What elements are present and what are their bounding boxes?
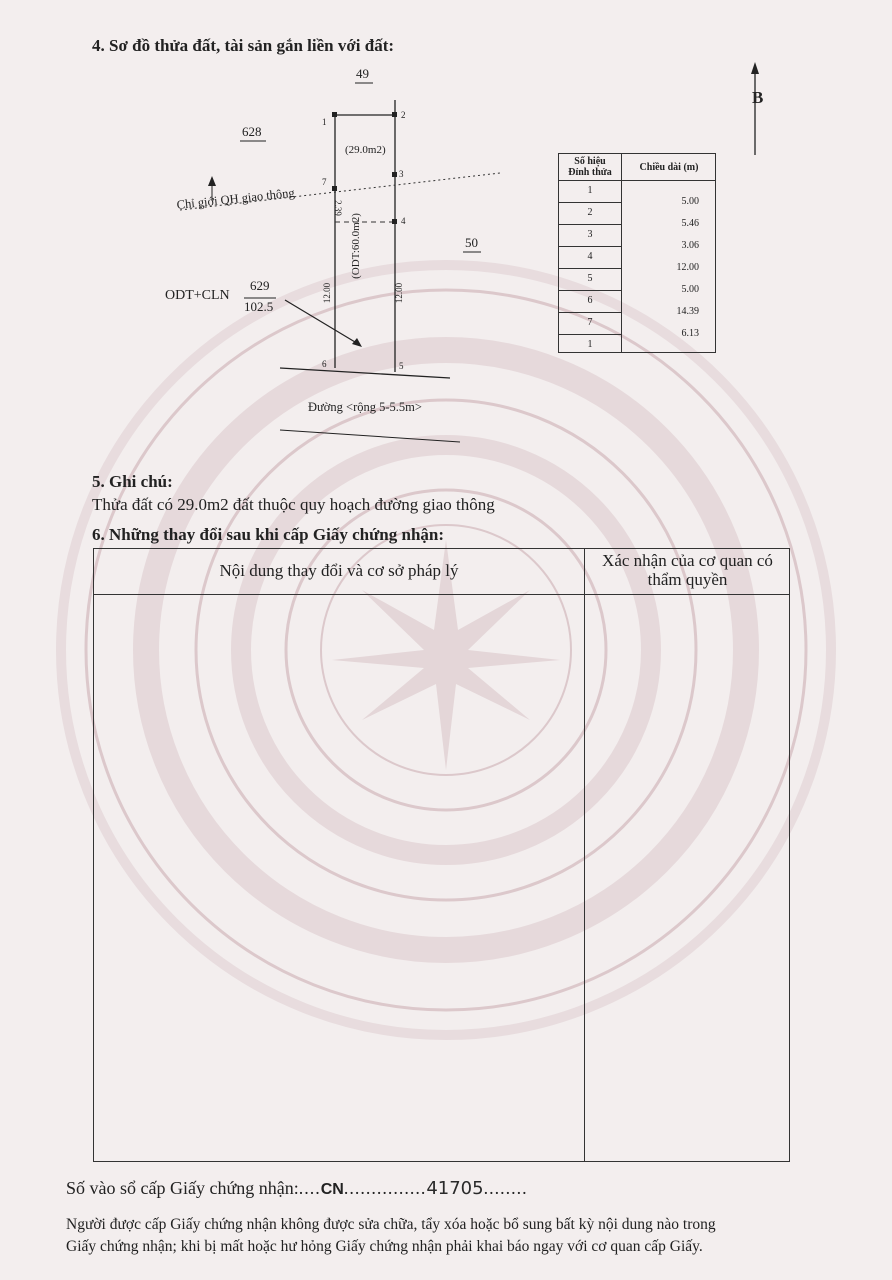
vertex-label-1: 1 <box>322 117 327 127</box>
table-point-5: 5 <box>587 273 593 284</box>
table-point-4: 4 <box>587 251 593 262</box>
table-point-1: 1 <box>587 185 593 196</box>
parcel-49-label: 49 <box>356 66 369 81</box>
table-point-2: 2 <box>587 207 593 218</box>
changes-confirmation-cell <box>586 595 789 1161</box>
vertex-label-6: 6 <box>322 359 327 369</box>
dim-right-12: 12.00 <box>394 282 405 304</box>
table-point-7: 7 <box>587 317 593 328</box>
register-number: 41705 <box>426 1178 484 1199</box>
vertex-marker-2 <box>392 112 397 117</box>
parcel-area: 102.5 <box>244 299 274 314</box>
road-label: Đường <rộng 5-5.5m> <box>308 400 422 414</box>
footer-line-1: Người được cấp Giấy chứng nhận không được sửa chữa, tẩy xóa hoặc bổ sung bất kỳ nội dung nào trong <box>66 1216 716 1233</box>
vertex-marker-4 <box>392 219 397 224</box>
table-length-6: 14.39 <box>676 306 699 317</box>
changes-col-content: Nội dung thay đổi và cơ sở pháp lý <box>219 561 459 580</box>
vertex-marker-1 <box>332 112 337 117</box>
road-edge-far <box>280 430 460 442</box>
road-edge <box>280 368 450 378</box>
vertex-label-5: 5 <box>399 361 404 371</box>
section-6-title: 6. Những thay đổi sau khi cấp Giấy chứng nhận: <box>92 525 445 544</box>
parcel-number: 629 <box>250 278 270 293</box>
road-area-label: (29.0m2) <box>345 144 386 156</box>
dim-2-39: 2.39 <box>332 200 343 216</box>
footer-line-2: Giấy chứng nhận; khi bị mất hoặc hư hỏng Giấy chứng nhận phải khai báo ngay với cơ quan cấp Giấy. <box>66 1238 703 1255</box>
vertex-label-3: 3 <box>399 169 404 179</box>
register-label: Số vào sổ cấp Giấy chứng nhận: <box>66 1178 299 1198</box>
vertex-length-table <box>558 153 716 353</box>
table-length-4: 12.00 <box>676 262 699 273</box>
vertex-marker-3 <box>392 172 397 177</box>
leader-line <box>285 300 360 345</box>
main-area-label: (ODT:60.0m2) <box>350 213 362 279</box>
vertex-label-2: 2 <box>401 110 406 120</box>
table-header-length: Chiều dài (m) <box>639 162 699 173</box>
changes-content-cell <box>94 595 584 1161</box>
north-label: B <box>752 88 764 107</box>
planning-boundary-label: Chỉ giới QH giao thông <box>176 185 296 212</box>
plot-sketch <box>0 0 892 470</box>
changes-table <box>93 548 790 1162</box>
parcel-50-label: 50 <box>465 235 478 250</box>
register-prefix: CN <box>320 1181 344 1198</box>
table-length-1: 5.00 <box>681 196 699 207</box>
leader-arrow-head <box>352 338 362 347</box>
landuse-label: ODT+CLN <box>165 288 230 303</box>
table-length-7: 6.13 <box>681 328 699 339</box>
parcel-628-label: 628 <box>242 124 262 139</box>
section-4-title: 4. Sơ đồ thửa đất, tài sản gắn liền với đất: <box>92 36 395 55</box>
table-length-3: 3.06 <box>681 240 699 251</box>
table-length-2: 5.46 <box>681 218 699 229</box>
vertex-label-7: 7 <box>322 177 327 187</box>
vertex-label-4: 4 <box>401 216 406 226</box>
register-number-line: Số vào sổ cấp Giấy chứng nhận:....CN...............41705........ <box>66 1178 528 1199</box>
section-5-title: 5. Ghi chú: <box>92 472 173 491</box>
table-header-point: Số hiệu Đỉnh thửa <box>568 156 612 178</box>
changes-col-confirmation: Xác nhận của cơ quan có thẩm quyền <box>602 551 773 589</box>
table-point-3: 3 <box>587 229 593 240</box>
boundary-arrow-head <box>208 176 216 186</box>
section-5-note: Thửa đất có 29.0m2 đất thuộc quy hoạch đường giao thông <box>92 495 495 514</box>
north-arrow-head <box>751 62 759 74</box>
table-point-8: 1 <box>587 339 593 350</box>
vertex-marker-7 <box>332 186 337 191</box>
table-point-6: 6 <box>587 295 593 306</box>
table-length-5: 5.00 <box>681 284 699 295</box>
dim-left-12: 12.00 <box>322 282 333 304</box>
